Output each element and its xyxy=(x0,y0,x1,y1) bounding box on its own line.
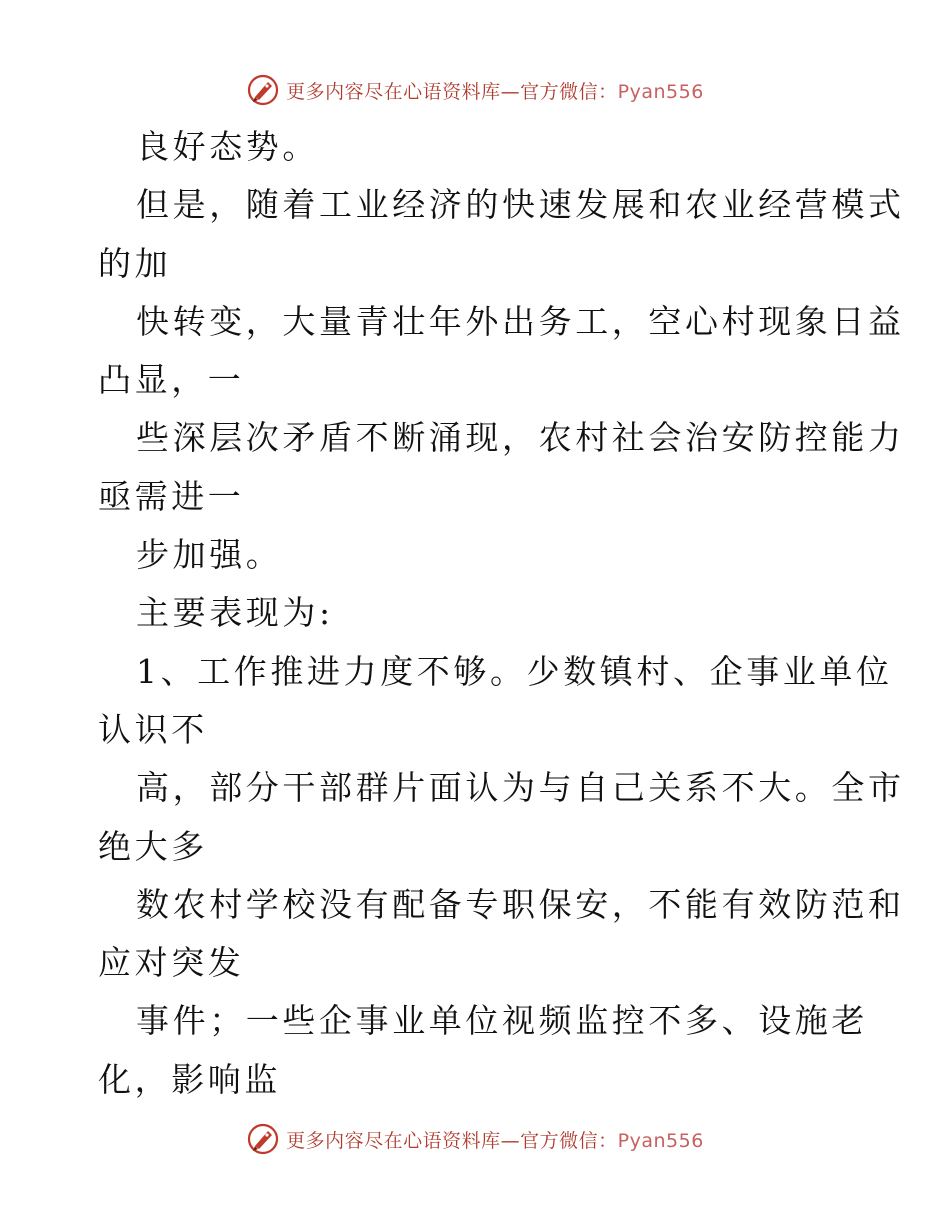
pen-nib-logo-icon xyxy=(246,73,280,107)
footer-watermark-id: Pyan556 xyxy=(617,1129,704,1152)
body-text-line: 良好态势。 xyxy=(136,127,319,166)
body-text-line: 快转变，大量青壮年外出务工，空心村现象日益 xyxy=(136,301,905,341)
body-text-line: 但是，随着工业经济的快速发展和农业经营模式 xyxy=(136,185,905,225)
footer-watermark-cn: 更多内容尽在心语资料库—官方微信： xyxy=(286,1129,618,1152)
body-text-line: 应对突发 xyxy=(98,943,245,983)
pen-nib-logo-icon xyxy=(246,1122,280,1156)
document-body xyxy=(98,118,905,1109)
body-text-line: 绝大多 xyxy=(98,826,208,866)
body-text-line: 事件；一些企事业单位视频监控不多、设施老 xyxy=(136,1001,868,1041)
header-watermark-banner xyxy=(0,70,950,110)
body-text-line: 认识不 xyxy=(98,709,208,749)
footer-watermark-banner xyxy=(0,1119,950,1159)
header-watermark-cn: 更多内容尽在心语资料库—官方微信： xyxy=(286,80,618,103)
body-text-line: 主要表现为: xyxy=(136,593,334,633)
body-text-line: 的加 xyxy=(98,243,172,283)
body-text-line: 1、工作推进力度不够。少数镇村、企事业单位 xyxy=(136,651,893,691)
body-text-line: 亟需进一 xyxy=(98,476,245,516)
body-text-line: 化，影响监 xyxy=(98,1059,281,1099)
header-watermark-id: Pyan556 xyxy=(617,80,704,103)
body-text-line: 步加强。 xyxy=(136,535,283,575)
header-watermark-text xyxy=(286,77,704,104)
body-text-line: 高，部分干部群片面认为与自己关系不大。全市 xyxy=(136,768,905,808)
body-text-line: 些深层次矛盾不断涌现，农村社会治安防控能力 xyxy=(136,418,905,458)
body-text-line: 凸显，一 xyxy=(98,360,245,400)
body-text-line: 数农村学校没有配备专职保安，不能有效防范和 xyxy=(136,884,905,924)
footer-watermark-text xyxy=(286,1126,704,1153)
